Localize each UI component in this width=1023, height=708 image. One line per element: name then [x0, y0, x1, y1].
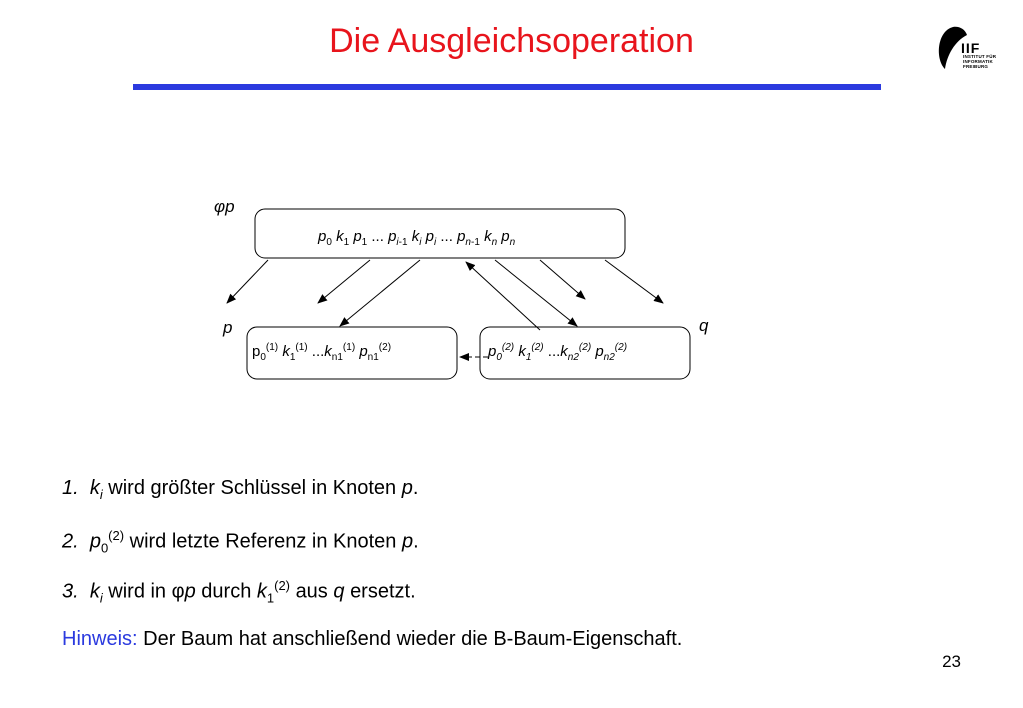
- label-p: p: [223, 318, 233, 337]
- arrow-parent-to-right-2: [540, 260, 585, 299]
- hint-note: [62, 628, 682, 651]
- logo-abbreviation: IIF: [961, 40, 981, 56]
- parent-node-content: $p_0$ $k_1$ $p_1$ ... $p_{i-1}$ $k_i$ $p_i$ ... $p_{n-1}$ $k_n$ $p_n$: [318, 228, 516, 248]
- arrow-parent-to-left-2: [340, 260, 420, 326]
- list-item: 1. $k_i$ wird größter Schlüssel in Knoten p.: [62, 477, 419, 502]
- hint-label: Hinweis:: [62, 628, 138, 650]
- hint-text: Der Baum hat anschließend wieder die B-Baum-Eigenschaft.: [143, 628, 683, 650]
- page-number: 23: [942, 652, 961, 671]
- arrow-parent-to-p: [227, 260, 268, 303]
- slide-title: Die Ausgleichsoperation: [329, 22, 694, 60]
- list-item: 2. $p_0^{(2)}$ wird letzte Referenz in Knoten p.: [62, 528, 419, 556]
- arrow-right-to-parent: [466, 262, 540, 330]
- arrow-parent-to-q: [605, 260, 663, 303]
- left-node-content: $p_0^{(1)}$ $k_1^{(1)}$ $...k_{n1}^{(1)}$ $p_{n1}^{(2)}$: [252, 342, 392, 363]
- logo-text: INSTITUT FÜR INFORMATIK FREIBURG: [963, 54, 997, 69]
- right-node-content: $p_0^{(2)}$ $k_1^{(2)}$ $...k_{n2}^{(2)}$ $p_{n2}^{(2)}$: [488, 342, 628, 363]
- label-q: q: [699, 316, 709, 335]
- list-item: 3. $k_i$ wird in φp durch $k_1^{(2)}$ aus q ersetzt.: [62, 578, 416, 606]
- arrow-parent-to-right: [495, 260, 577, 326]
- arrow-parent-to-left-1: [318, 260, 370, 303]
- label-phi-p: φp: [214, 197, 235, 216]
